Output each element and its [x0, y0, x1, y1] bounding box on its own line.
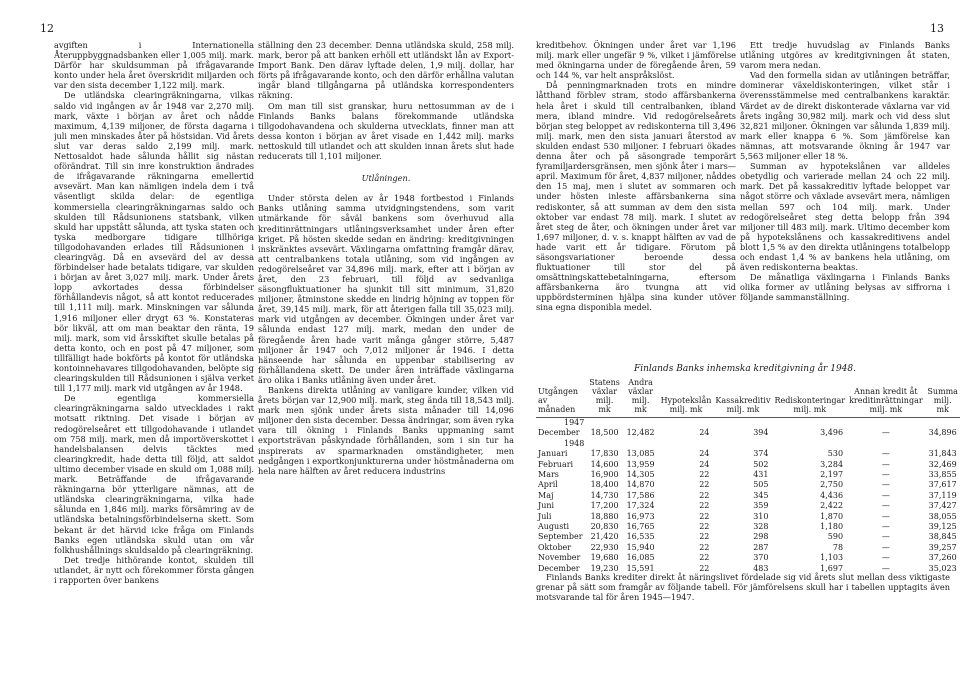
- cell: 39,125: [928, 522, 957, 532]
- table-row: [536, 460, 960, 470]
- cell-month: Oktober: [538, 542, 572, 552]
- header-rediskonteringar: Rediskonteringar milj. mk: [773, 378, 848, 418]
- year-row: [536, 418, 960, 429]
- cell: 3,284: [820, 459, 844, 469]
- cell: 78: [832, 542, 844, 552]
- cell: 345: [753, 490, 769, 500]
- section-heading-utlaningen: Utlåningen.: [361, 173, 411, 184]
- bottom-paragraph: [536, 572, 950, 602]
- cell-month: Juli: [538, 511, 552, 521]
- cell: 15,940: [626, 542, 655, 552]
- credit-table: [536, 378, 960, 574]
- paragraph: Finlands Banks krediter direkt åt näringslivet fördelade sig vid årets slut mellan dess viktigaste grenar på sätt som framgår av följande tabell. För jämförelsens skull har i tabellen upptagits även motsvarande tal för åren 1945—1947.: [536, 572, 950, 602]
- table-row: [536, 553, 960, 563]
- cell: —: [881, 542, 890, 552]
- right-page-column-1: [536, 40, 736, 352]
- cell: 17,586: [626, 490, 655, 500]
- header-summa: Summa milj. mk: [925, 378, 960, 418]
- header-annan-kredit: Annan kredit åt kreditinrättningar milj. mk: [847, 378, 925, 418]
- cell: 1,697: [820, 563, 844, 573]
- table-row: [536, 543, 960, 553]
- cell: 34,896: [928, 428, 957, 438]
- page-number-right: 13: [930, 22, 944, 35]
- cell: 22: [699, 542, 710, 552]
- cell: —: [881, 490, 890, 500]
- cell: 374: [753, 449, 769, 459]
- left-page-column-1: [54, 40, 254, 680]
- table-row: [536, 428, 960, 438]
- table-row: [536, 449, 960, 459]
- cell: 298: [753, 532, 769, 542]
- cell: 22: [699, 490, 710, 500]
- table-caption: Finlands Banks inhemska kreditgivning år 1948.: [634, 364, 856, 374]
- cell: 22,930: [590, 542, 619, 552]
- cell: 12,482: [626, 428, 655, 438]
- cell: 18,880: [590, 511, 619, 521]
- cell: 24: [699, 428, 710, 438]
- cell: 16,900: [590, 470, 619, 480]
- paragraph: De utländska clearingräkningarna, vilkas saldo vid ingången av år 1948 var 2,270 milj. mark, växte i början av året och nådde maximum, 4,139 miljoner, de första dagarna i juli men minskades åter på höstsidan. Vid årets slut var deras saldo 2,199 milj. mark. Nettosaldot hade sålunda hållit sig nästan oförändrat. Till sin inre konstruktion ändrades de ifrågavarande räkningarna emellertid avsevärt. Man kan nämligen indela dem i två väsentligt skilda delar: de egentliga kommersiella clearingräkningarnas saldo och skulden till Rådsunionens statsbank, vilken skuld har uppstått sålunda, att tyska staten och tyska medborgare tidigare tillhöriga tillgodohavanden erlades till Rådsunionen i clearingväg. Då en avsevärd del av dessa förbindelser hade betalats tidigare, var skulden i början av året 3,027 milj. mark. Under årets lopp avkortades dessa förbindelser förhållandevis något, så att kontot reducerades till 1,111 milj. mark. Minskningen var sålunda 1,916 miljoner eller drygt 63 %. Konstateras bör likväl, att om man beaktar den ränta, 19 milj. mark, som vid årsskiftet skulle betalas på detta konto, och en post på 47 miljoner, som tillfälligt hade bokförts på kontot för utländska kontoinnehavares tillgodohavanden, belöpte sig clearingskulden till Rådsunionen i själva verket till 1,177 milj. mark vid utgången av år 1948.: [54, 90, 254, 394]
- cell-month: April: [538, 480, 558, 490]
- cell-month: Juni: [538, 501, 555, 511]
- cell: —: [881, 459, 890, 469]
- cell: 2,750: [820, 480, 844, 490]
- cell: 39,257: [928, 542, 957, 552]
- cell: 505: [753, 480, 769, 490]
- cell: —: [881, 553, 890, 563]
- cell: 35,023: [928, 563, 957, 573]
- cell: 22: [699, 522, 710, 532]
- year-label: 1947: [564, 418, 585, 427]
- cell: 38,845: [928, 532, 957, 542]
- table-header-row: [536, 378, 960, 418]
- cell-month: Januari: [538, 449, 568, 459]
- cell: 14,730: [590, 490, 619, 500]
- cell: 18,400: [590, 480, 619, 490]
- cell: 1,103: [820, 553, 844, 563]
- cell: 16,085: [626, 553, 655, 563]
- cell: —: [881, 470, 890, 480]
- cell: 328: [753, 522, 769, 532]
- cell: 359: [753, 501, 769, 511]
- table-row: [536, 480, 960, 490]
- cell: 14,600: [590, 459, 619, 469]
- cell: 17,830: [590, 449, 619, 459]
- cell: 38,055: [928, 511, 957, 521]
- cell: 14,870: [626, 480, 655, 490]
- cell: 530: [827, 449, 844, 459]
- cell-month: September: [538, 532, 583, 542]
- cell: 394: [753, 428, 769, 438]
- header-kassakreditiv: Kassakreditiv milj. mk: [713, 378, 772, 418]
- header-hypotekslan: Hypotekslån milj. mk: [659, 378, 714, 418]
- cell: —: [881, 522, 890, 532]
- left-page-column-2: [258, 40, 514, 680]
- cell: 33,855: [928, 470, 957, 480]
- cell: 22: [699, 480, 710, 490]
- cell: 22: [699, 501, 710, 511]
- cell: 37,119: [928, 490, 957, 500]
- paragraph: Ett tredje huvudslag av Finlands Banks utlåning utgöres av kreditgivningen åt staten, varom mera nedan.: [740, 40, 950, 71]
- header-statens-vaxlar: Statens växlar milj. mk: [587, 378, 623, 418]
- cell: 24: [699, 449, 710, 459]
- cell: 32,469: [928, 459, 957, 469]
- cell: 4,436: [820, 490, 844, 500]
- cell: —: [881, 511, 890, 521]
- cell: 31,843: [928, 449, 957, 459]
- table-row: [536, 491, 960, 501]
- cell: 370: [753, 553, 769, 563]
- cell: 287: [753, 542, 769, 552]
- cell: 19,680: [590, 553, 619, 563]
- cell: —: [881, 480, 890, 490]
- cell-month: Maj: [538, 490, 554, 500]
- paragraph: Om man till sist granskar, huru nettosumman av de i Finlands Banks balans förekommande utländska tillgodohavandena och skulderna utvecklats, finner man att dessa konton i början av året visade en 1,442 milj. marks nettoskuld till utlandet och att skulden innan årets slut hade reducerats till 1,101 miljoner.: [258, 100, 514, 162]
- cell: 14,305: [626, 470, 655, 480]
- paragraph: kreditbehov. Ökningen under året var 1,196 milj. mark eller ungefär 9 %, vilket i jämförelse med ökningarna under de föregående åren, 59 och 144 %, var helt anspråkslöst.: [536, 40, 736, 81]
- cell: 590: [827, 532, 844, 542]
- table-row: [536, 532, 960, 542]
- paragraph: De månatliga växlingarna i Finlands Banks olika former av utlåning belysas av siffrorna i följande sammanställning.: [740, 272, 950, 303]
- cell: 22: [699, 563, 710, 573]
- cell: 431: [753, 470, 769, 480]
- cell: 37,260: [928, 553, 957, 563]
- paragraph: Då penningmarknaden trots en mindre låtthand förblev stram, stodo affärsbankerna hela året i skuld till centralbanken, ibland mera, ibland mindre. Vid redogörelseårets början steg beloppet av rediskonterna till 3,496 milj. mark, men den sista januari återstod av skulden endast 530 miljoner. I februari ökades denna åter och på säsongrade temporärt fyramiljardersgränsen, men sjönk åter i mars—april. Maximum för året, 4,837 miljoner, nåddes den 15 maj, men i slutet av sommaren och under hösten inleste affärsbankerna sina rediskonter, så att summan av dem den sista oktober var endast 78 milj. mark. I slutet av året steg de åter, och ökningen under året var 1,697 miljoner, d. v. s. knappt hälften av vad de hade varit ett år tidigare. Förutom på säsongsvariationer beroende dessa fluktuationer till stor del på omsättningskattebetalningarna, eftersom affärsbankerna äro tvungna att vid uppbördsterminen hjälpa sina kunder utöver sina egna disponibla medel.: [536, 80, 736, 313]
- cell: 13,959: [626, 459, 655, 469]
- cell: 483: [753, 563, 769, 573]
- paragraph: avgiften i Internationella Återuppbyggnadsbanken eller 1,005 milj. mark. Därför har skuldsumman på ifrågavarande konto under hela året överskridit miljarden och var den sista december 1,122 milj. mark.: [54, 40, 254, 91]
- paragraph: Bankens direkta utlåning av vanligare kunder, vilken vid årets början var 12,900 milj. mark, steg ända till 18,543 milj. mark men sjönk under årets sista månader till 14,096 miljoner den sista december. Dessa ändringar, som även ryka vara till ökning i Finlands Banks uppmaning samt exportsträvan påskyndade förhållanden, som i sin tur ha inspirerats av sparmarknaden omständigheter, men nedgången i exportkonjunkturerna under höstmånaderna om hela nare hälften av året reducera industrins: [258, 385, 514, 476]
- cell: 1,180: [820, 522, 844, 532]
- cell: 17,200: [590, 501, 619, 511]
- cell: 20,830: [590, 522, 619, 532]
- cell-month: Mars: [538, 470, 559, 480]
- cell: —: [881, 501, 890, 511]
- cell: 24: [699, 459, 710, 469]
- cell: 16,535: [626, 532, 655, 542]
- cell-month: Februari: [538, 459, 574, 469]
- table-row: [536, 512, 960, 522]
- cell-month: Augusti: [538, 522, 570, 532]
- paragraph: ställning den 23 december. Denna utländska skuld, 258 milj. mark, beror på att banken erhöll ett utländskt lån av Export-Import Bank. Den därav lyftade delen, 1,9 milj. dollar, har förts på ifrågavarande konto, och den därför erhållna valutan ingår bland tillgångarna på utländska korrespondenters räkning.: [258, 40, 514, 101]
- cell: 502: [753, 459, 769, 469]
- paragraph: Summan av hypotekslånen var alldeles obetydlig och varierade mellan 24 och 22 milj. mark. Det på kassakreditiv lyftade beloppet var något större och växlade avsevärt mera, nämligen mellan 597 och 104 milj. mark. Under redogörelseåret steg detta belopp från 394 miljoner till 483 milj. mark. Ultimo december kom på hypotekslånens och kassakreditivens andel blott 1,5 % av den direkta utlåningens totalbelopp och endast 1,4 % av bankens hela utlåning, om även rediskonterna beaktas.: [740, 161, 950, 273]
- paragraph: Under största delen av år 1948 fortbestod i Finlands Banks utlåning samma utvidgningstendens, som varit utmärkande för såväl bankens som överhuvud alla kreditinrättningars utlåningsverksamhet under åren efter kriget. På hösten skedde sedan en ändring: kreditgivningen inskränktes avsevärt. Växlingarna omfattning framgår därav, att centralbankens totala utlåning, som vid ingången av redogörelseåret var 34,896 milj. mark, efter att i början av året, den 23 februari, till följd av sedvanliga säsongfluktuationer ha sjunkit till sitt minimum, 31,820 miljoner, åtminstone skedde en lindrig höjning av toppen för året, 39,145 milj. mark, för att återigen falla till 35,023 milj. mark vid utgången av december. Ökningen under året var sålunda endast 127 milj. mark, medan den under de föregående åren hade varit många gånger större, 5,487 miljoner år 1947 och 7,012 miljoner år 1946. I detta hänseende har sålunda en uppenbar stabilisering av förhållandena skett. De under åren inträffade växlingarna äro olika i Banks utlåning även under året.: [258, 193, 514, 385]
- year-row: [536, 439, 960, 449]
- page-number-left: 12: [40, 22, 54, 35]
- table-row: [536, 522, 960, 532]
- cell: 22: [699, 553, 710, 563]
- cell: 19,230: [590, 563, 619, 573]
- paragraph: De egentliga kommersiella clearingräkningarna saldo utvecklades i rakt motsatt riktning. Det visade i början av redogörelseåret ett tillgodohavande i utlandet om 758 milj. mark, men då importöverskottet i handelsbalansen delvis täcktes med clearingkredit, hade detta till följd, att saldot ultimo december visade en skuld om 1,088 milj. mark. Beträffande de ifrågavarande räkningarna bör ytterligare nämnas, att de utländska clearingräkningarna, vilka hade sålunda en 1,846 milj. marks försämring av de utländska betalningsförbindelserna skett. Som bekant är det härvid icke fråga om Finlands Banks egen utländska skuld utan om vår folkhushållnings skuldsaldo på clearingräkning.: [54, 393, 254, 555]
- cell: 3,496: [820, 428, 844, 438]
- cell: 22: [699, 511, 710, 521]
- cell-month: November: [538, 553, 581, 563]
- table-row: [536, 470, 960, 480]
- cell-month: December: [538, 563, 580, 573]
- right-page-column-2: [740, 40, 950, 342]
- table-row: [536, 501, 960, 511]
- cell: —: [881, 449, 890, 459]
- cell: —: [881, 563, 890, 573]
- cell: 37,427: [928, 501, 957, 511]
- cell: 22: [699, 532, 710, 542]
- cell: 21,420: [590, 532, 619, 542]
- paragraph: Vad den formella sidan av utlåningen beträffar, dominerar växeldiskonteringen, vilket står i överensstämmelse med centralbankens karaktär. Värdet av de direkt diskonterade växlarna var vid årets ingång 30,982 milj. mark och vid dess slut 32,821 miljoner. Ökningen var sålunda 1,839 milj. mark eller knappa 6 %. Som jämförelse kan nämnas, att motsvarande ökning år 1947 var 5,563 miljoner eller 18 %.: [740, 70, 950, 162]
- cell: 15,591: [626, 563, 655, 573]
- cell: 37,617: [928, 480, 957, 490]
- header-andra-vaxlar: Andra växlar milj. mk: [623, 378, 659, 418]
- cell: 16,973: [626, 511, 655, 521]
- cell: 17,324: [626, 501, 655, 511]
- cell: —: [881, 532, 890, 542]
- year-label: 1948: [564, 438, 585, 448]
- cell: 2,422: [820, 501, 844, 511]
- paragraph: Det tredje hithörande kontot, skulden till utlandet, är nytt och förekommer första gången i rapporten över bankens: [54, 554, 254, 585]
- cell: 13,085: [626, 449, 655, 459]
- cell: 16,765: [626, 522, 655, 532]
- cell: 1,870: [820, 511, 844, 521]
- header-month: Utgången av månaden: [536, 378, 587, 418]
- cell: 310: [753, 511, 769, 521]
- cell: 2,197: [820, 470, 844, 480]
- cell: —: [881, 428, 890, 438]
- cell: 22: [699, 470, 710, 480]
- cell-month: December: [538, 428, 580, 438]
- cell: 18,500: [590, 428, 619, 438]
